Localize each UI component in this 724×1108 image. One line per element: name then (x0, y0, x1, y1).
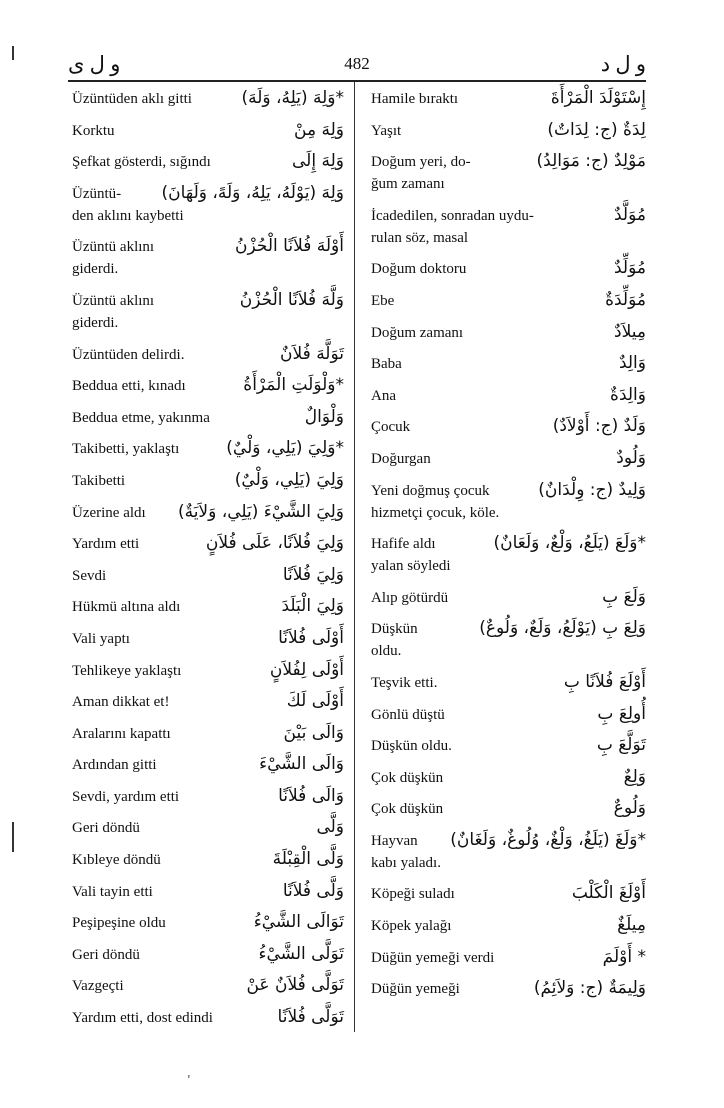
definition-line: Korktu (72, 122, 115, 139)
dictionary-entry (72, 628, 344, 650)
arabic-headword: * أَوْلَمَ (600, 945, 646, 969)
definition-line: Çocuk (371, 419, 411, 436)
dictionary-entry (72, 151, 344, 173)
definition-line: Kıbleye döndü (72, 852, 161, 869)
definition-line: Doğum doktoru (371, 261, 467, 278)
turkish-definition (371, 448, 646, 470)
arabic-headword: *وَلِهَ (يَلِهُ، وَلَهَ) (238, 86, 344, 110)
definition-line: Ebe (371, 292, 395, 309)
arabic-headword: وَالِدٌ (616, 351, 646, 375)
arabic-headword: مِيلَغٌ (614, 913, 646, 937)
arabic-headword: وَلُودٌ (613, 446, 646, 470)
definition-line: Yardım etti, dost edindi (72, 1010, 213, 1027)
definition-line: Teşvik etti. (371, 674, 438, 691)
definition-line: Doğum yeri, do- (371, 154, 471, 171)
definition-line: Düğün yemeği (371, 981, 460, 998)
definition-line: Hükmü altına aldı (72, 599, 181, 616)
dictionary-entry (72, 375, 344, 397)
definition-line: Beddua etti, kınadı (72, 378, 186, 395)
dictionary-entry (371, 587, 646, 609)
arabic-headword: وَلِيمَةٌ (ج: وَلاَئِمُ) (531, 976, 646, 1000)
definition-line: Sevdi, yardım etti (72, 788, 180, 805)
arabic-headword: وَالِدَةٌ (607, 383, 646, 407)
definition-line: Peşipeşine oldu (72, 915, 166, 932)
dictionary-entry (371, 672, 646, 694)
dictionary-entry (72, 344, 344, 366)
definition-line: Hamile bıraktı (371, 91, 459, 107)
dictionary-entry (72, 502, 344, 524)
turkish-definition (371, 353, 646, 375)
definition-line: Gönlü düştü (371, 706, 445, 723)
dictionary-entry (371, 798, 646, 820)
dictionary-entry (72, 660, 344, 682)
definition-line: Ardından gitti (72, 757, 157, 774)
arabic-headword: تَوَلَّهَ فُلاَنٌ (277, 342, 344, 366)
definition-line: Vali tayin etti (72, 883, 153, 900)
arabic-headword: وَالَى فُلاَنًا (275, 784, 344, 808)
arabic-headword: وَلِهَ إِلَى (289, 149, 344, 173)
dictionary-entry (371, 883, 646, 905)
dictionary-entry (72, 183, 344, 227)
dictionary-entry (371, 88, 646, 110)
definition-continuation: giderdi. (72, 314, 119, 331)
arabic-headword: أَوْلَى فُلاَنًا (275, 626, 344, 650)
dictionary-entry (72, 407, 344, 429)
definition-line: Alıp götürdü (371, 589, 449, 606)
dictionary-entry (72, 723, 344, 745)
definition-continuation: ğum zamanı (371, 176, 445, 193)
arabic-headword: أَوْلَى لِفُلاَنٍ (267, 658, 344, 682)
dictionary-entry (72, 786, 344, 808)
arabic-headword: وَلِيَ الْبَلَدَ (278, 594, 344, 618)
dictionary-entry (371, 830, 646, 874)
dictionary-entry (371, 533, 646, 577)
definition-line: Düğün yemeği verdi (371, 949, 495, 966)
definition-line: Baba (371, 356, 402, 373)
dictionary-entry (72, 88, 344, 110)
definition-line: Üzüntüden delirdi. (72, 346, 185, 363)
arabic-headword: وَلِهَ (يَوْلَهُ، يَلِهُ، وَلَهً، وَلَهَانَ) (158, 181, 344, 205)
arabic-headword: *وَلَغَ (يَلَغُ، وَلْغٌ، وُلُوغٌ، وَلَغَانٌ) (447, 828, 646, 852)
definition-line: Aman dikkat et! (72, 694, 170, 711)
arabic-headword: وَلَعَ بِ (599, 585, 646, 609)
turkish-definition (371, 385, 646, 407)
dictionary-entry (72, 754, 344, 776)
definition-line: Yardım etti (72, 536, 140, 553)
dictionary-entry (371, 205, 646, 249)
dictionary-entry (72, 290, 344, 334)
definition-line: Ana (371, 387, 396, 404)
dictionary-entry (72, 691, 344, 713)
dictionary-entry (371, 947, 646, 969)
arabic-headword: تَوَلَّعَ بِ (594, 733, 646, 757)
dictionary-entry (371, 448, 646, 470)
dictionary-entry (72, 236, 344, 280)
arabic-headword: وَالَى الشَّيْءَ (256, 752, 344, 776)
definition-continuation: yalan söyledi (371, 558, 451, 575)
turkish-definition (371, 205, 646, 249)
definition-continuation: kabı yaladı. (371, 854, 441, 871)
definition-line: Doğurgan (371, 450, 431, 467)
dictionary-entry (72, 849, 344, 871)
definition-line: Vazgeçti (72, 978, 124, 995)
arabic-headword: تَوَلَّى فُلاَنٌ عَنْ (243, 973, 344, 997)
definition-line: Sevdi (72, 567, 107, 584)
page-number: 482 (344, 54, 370, 73)
arabic-headword: وَلَدٌ (ج: أَوْلاَدٌ) (550, 414, 646, 438)
definition-line: Düşkün (371, 621, 418, 638)
arabic-headword: وَلِيَ (يَلِي، وَلْيٌ) (232, 468, 344, 492)
arabic-headword: وَلِيَ الشَّيْءَ (يَلِي، وَلاَيَةٌ) (175, 500, 344, 524)
dictionary-entry (72, 817, 344, 839)
definition-line: Takibetti, yaklaştı (72, 441, 180, 458)
definition-line: Düşkün oldu. (371, 738, 452, 755)
definition-line: Hayvan (371, 832, 418, 849)
dictionary-entry (72, 470, 344, 492)
arabic-headword: مَوْلِدٌ (ج: مَوَالِدُ) (534, 149, 646, 173)
definition-line: Takibetti (72, 472, 126, 489)
definition-line: Üzüntü- (72, 185, 122, 202)
arabic-headword: أَوْلَغَ الْكَلْبَ (569, 881, 646, 905)
margin-mark (12, 822, 14, 852)
definition-line: Aralarını kapattı (72, 725, 171, 742)
definition-line: Üzüntüden aklı gitti (72, 91, 192, 107)
dictionary-entry (371, 480, 646, 524)
dictionary-entry (72, 881, 344, 903)
definition-continuation: den aklını kaybetti (72, 207, 184, 224)
dictionary-entry (371, 385, 646, 407)
dictionary-entry (72, 120, 344, 142)
dictionary-entry (72, 944, 344, 966)
definition-line: Köpek yalağı (371, 918, 452, 935)
arabic-headword: أَوْلَهَ فُلاَنًا الْحُزْنُ (232, 234, 344, 258)
arabic-headword: وَلْوَالٌ (302, 405, 344, 429)
arabic-headword: تَوَلَّى فُلاَنًا (275, 1005, 344, 1029)
arabic-headword: *وَلْوَلَتِ الْمَرْأَةُ (240, 373, 344, 397)
dictionary-entry (371, 915, 646, 937)
arabic-headword: أَوْلَى لَكَ (284, 689, 344, 713)
left-column (72, 88, 344, 1039)
arabic-headword: مُوَلِّدٌ (611, 256, 646, 280)
arabic-headword: وَالَى بَيْنَ (281, 721, 345, 745)
arabic-headword: وَلُوعٌ (611, 796, 646, 820)
arabic-headword: إِسْتَوْلَدَ الْمَرْأَةَ (548, 86, 646, 110)
arabic-headword: مِيلاَدٌ (611, 320, 646, 344)
header-left-root: و ل ى (68, 52, 121, 76)
dictionary-entry (371, 151, 646, 195)
right-column (371, 88, 646, 1010)
definition-line: Üzüntü aklını (72, 239, 155, 256)
margin-mark (12, 46, 14, 60)
dictionary-entry (72, 912, 344, 934)
arabic-headword: وَلَّى (313, 815, 344, 839)
dictionary-entry (72, 596, 344, 618)
definition-line: Çok düşkün (371, 769, 444, 786)
header-rule (68, 80, 646, 82)
definition-continuation: rulan söz, masal (371, 229, 469, 246)
definition-line: İcadedilen, sonradan uydu- (371, 207, 534, 224)
arabic-headword: وَلِعَ بِ (يَوْلَعُ، وَلَعٌ، وَلُوعٌ) (476, 616, 646, 640)
dictionary-entry (371, 258, 646, 280)
arabic-headword: وَلَّهَ فُلاَنًا الْحُزْنُ (237, 288, 344, 312)
header-right-root: و ل د (600, 52, 646, 76)
arabic-headword: وَلِيَ فُلاَنًا (280, 563, 344, 587)
definition-line: Vali yaptı (72, 630, 130, 647)
turkish-definition (72, 817, 344, 839)
arabic-headword: وَلَّى فُلاَنًا (280, 879, 344, 903)
dictionary-entry (371, 735, 646, 757)
arabic-headword: لِدَةٌ (ج: لِدَاتٌ) (544, 118, 646, 142)
dictionary-entry (72, 565, 344, 587)
dictionary-entry (371, 416, 646, 438)
definition-line: Üzerine aldı (72, 504, 146, 521)
definition-line: Beddua etme, yakınma (72, 409, 210, 426)
definition-line: Üzüntü aklını (72, 292, 155, 309)
dictionary-entry (371, 704, 646, 726)
definition-line: Köpeği suladı (371, 886, 455, 903)
definition-line: Yaşıt (371, 122, 402, 139)
dictionary-entry (371, 290, 646, 312)
dictionary-entry (371, 978, 646, 1000)
arabic-headword: مُوَلَّدٌ (611, 203, 646, 227)
dictionary-entry (371, 767, 646, 789)
definition-line: Doğum zamanı (371, 324, 464, 341)
definition-continuation: oldu. (371, 643, 402, 660)
dictionary-entry (72, 533, 344, 555)
arabic-headword: مُوَلِّدَةٌ (602, 288, 646, 312)
definition-continuation: hizmetçi çocuk, köle. (371, 504, 500, 521)
definition-line: Geri döndü (72, 946, 140, 963)
definition-line: Geri döndü (72, 820, 140, 837)
turkish-definition (371, 322, 646, 344)
page-header (68, 48, 646, 78)
definition-line: Şefkat gösterdi, sığındı (72, 154, 211, 171)
arabic-headword: *وَلَعَ (يَلَعُ، وَلْعٌ، وَلَعَانٌ) (491, 531, 647, 555)
column-divider (354, 82, 355, 1032)
turkish-definition (371, 798, 646, 820)
turkish-definition (371, 767, 646, 789)
dictionary-entry (371, 322, 646, 344)
arabic-headword: وَلِهَ مِنْ (291, 118, 344, 142)
arabic-headword: أُولِعَ بِ (594, 702, 646, 726)
arabic-headword: وَلِعٌ (621, 765, 646, 789)
dictionary-entry (72, 438, 344, 460)
arabic-headword: وَلَّى الْقِبْلَةَ (270, 847, 344, 871)
definition-continuation: giderdi. (72, 261, 119, 278)
arabic-headword: *وَلِيَ (يَلِي، وَلْيٌ) (223, 436, 344, 460)
definition-line: Yeni doğmuş çocuk (371, 482, 490, 499)
turkish-definition (371, 915, 646, 937)
arabic-headword: وَلِيَ فُلاَنًا، عَلَى فُلاَنٍ (203, 531, 344, 555)
definition-line: Hafife aldı (371, 536, 436, 553)
arabic-headword: تَوَلَّى الشَّيْءُ (256, 942, 345, 966)
dictionary-entry (371, 353, 646, 375)
definition-line: Tehlikeye yaklaştı (72, 662, 182, 679)
dictionary-entry (72, 975, 344, 997)
dictionary-entry (371, 618, 646, 662)
dictionary-entry (371, 120, 646, 142)
dictionary-entry (72, 1007, 344, 1029)
arabic-headword: وَلِيدٌ (ج: وِلْدَانٌ) (535, 478, 646, 502)
turkish-definition (371, 258, 646, 280)
definition-line: Çok düşkün (371, 801, 444, 818)
arabic-headword: أَوْلَعَ فُلاَنًا بِ (561, 670, 646, 694)
arabic-headword: تَوَالَى الشَّيْءُ (251, 910, 344, 934)
